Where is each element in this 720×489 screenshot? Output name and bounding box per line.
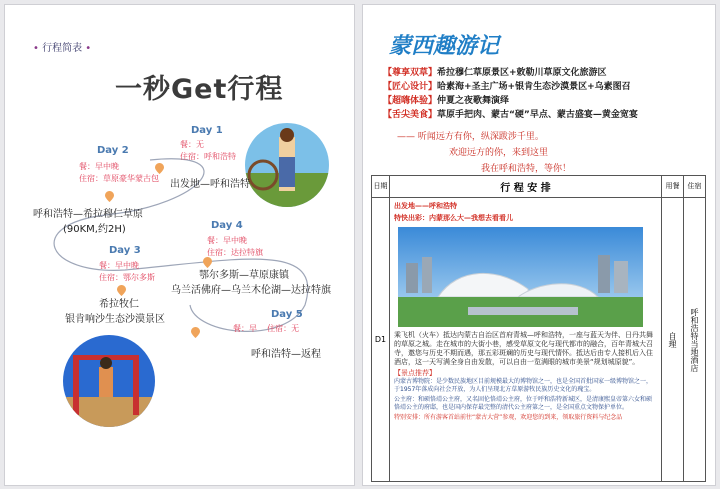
feature-text: 希拉穆仁草原景区+敕勒川草原文化旅游区 bbox=[437, 68, 607, 78]
feature-text: 哈素海+圣主广场+银肯生态沙漠景区+乌素图召 bbox=[437, 82, 631, 92]
day-4-place bbox=[171, 268, 331, 298]
poem-line-2: 欢迎远方的你，来到这里 bbox=[449, 148, 549, 158]
header-meals: 用餐 bbox=[662, 176, 684, 198]
row-lodging: 呼和浩特当地酒店 bbox=[684, 198, 706, 482]
day-5-label: Day 5 bbox=[271, 309, 303, 320]
feature-text: 草原手把肉、蒙古“硬”早点、蒙古盛宴—黄金宽宴 bbox=[437, 110, 638, 120]
day-1-meals bbox=[180, 139, 236, 163]
feature-tag: 【舌尖美食】 bbox=[383, 110, 438, 120]
day-4-lodging-text: 住宿：达拉特旗 bbox=[207, 248, 263, 257]
day-5-meals bbox=[233, 323, 299, 335]
city-photo bbox=[398, 227, 643, 327]
spot-2: 公主府：和硕恪靖公主府，又名固伦恪靖公主府，位于呼和浩特新城区，是清康熙皇帝第六女和硕恪靖公主的府邸，也是国内保存最完整的清代公主府第之一，是全国重点文物保护单位。 bbox=[394, 396, 653, 411]
day-4-label: Day 4 bbox=[211, 220, 243, 231]
special-tip: 特别安排：所有游客首站前往“蒙古大营”参观，欢迎您的到来，领取旅行资料与纪念品 bbox=[394, 414, 623, 421]
header-date: 日期 bbox=[372, 176, 390, 198]
day-2-meals-text: 餐：早中晚 bbox=[79, 162, 119, 171]
feature-tag: 【尊享双草】 bbox=[383, 68, 438, 78]
day-description: 乘飞机（火车）抵达内蒙古自治区首府青城—呼和浩特，一座与蓝天为伴、日丹共舞的草原之城。走在城市的大街小巷，感受草原文化与现代都市的融合，百年青城大召寺，邀您与历史不期而遇，那五彩斑斓的历史与现代情怀。抵达后由专人接机后入住酒店，这一天写满全身自由发散，可以自由一览满眼的城市美景“规划城原貌”。 bbox=[394, 331, 653, 366]
day-4-place-line-1: 鄂尔多斯—草原康镇 bbox=[199, 270, 289, 281]
day-5-place: 呼和浩特—返程 bbox=[251, 349, 321, 360]
header-lodging: 住宿 bbox=[684, 176, 706, 198]
location-pin-icon bbox=[191, 327, 200, 338]
location-pin-icon bbox=[105, 191, 114, 202]
day-4-meals-text: 餐：早中晚 bbox=[207, 236, 247, 245]
day-1-meals-text: 餐：无 bbox=[180, 140, 204, 149]
page-title: 一秒Get行程 bbox=[115, 74, 284, 105]
photo-girl-cart bbox=[245, 123, 329, 207]
header-label-text: 行程简表 bbox=[42, 43, 83, 54]
poem-line-3: 我在呼和浩特，等你！ bbox=[481, 164, 572, 174]
day-2-place-text: 呼和浩特—希拉穆仁草原 bbox=[33, 209, 143, 220]
bullet-icon: • bbox=[33, 43, 39, 54]
day-1-label: Day 1 bbox=[191, 125, 223, 136]
feature-tag: 【超嗨体验】 bbox=[383, 96, 438, 106]
day-3-label: Day 3 bbox=[109, 245, 141, 256]
feature-line-4 bbox=[383, 107, 638, 120]
day-2-distance: (90KM,约2H) bbox=[63, 224, 126, 235]
day-3-place-line-2: 银肯响沙生态沙漠景区 bbox=[65, 314, 165, 325]
day-5-meals-text: 餐：早 bbox=[233, 324, 257, 333]
bullet-icon: • bbox=[85, 43, 92, 54]
location-pin-icon bbox=[203, 257, 212, 268]
day-2-label: Day 2 bbox=[97, 145, 129, 156]
day-2-place bbox=[33, 207, 143, 237]
page-title: 蒙西趣游记 bbox=[389, 34, 500, 59]
section-label: 【景点推荐】 bbox=[394, 369, 436, 377]
feature-line-2 bbox=[383, 79, 631, 92]
feature-text: 仲夏之夜歌舞演绎 bbox=[437, 96, 510, 106]
left-page bbox=[4, 4, 355, 486]
poem-line-1: —— 听闻远方有你，纵深跋涉千里。 bbox=[397, 132, 544, 142]
day-3-place-line-1: 希拉牧仁 bbox=[99, 299, 139, 310]
spot-1: 内蒙古博物院：是少数民族地区目前规模最大的博物馆之一，也是全国首批国家一级博物馆之一，于1957年落成向社会开放，为人们呈现北方草原游牧民族历史文化的瑰宝。 bbox=[394, 378, 653, 393]
day-title: 出发地——呼和浩特 bbox=[394, 202, 457, 210]
day-5-lodging-text: 住宿：无 bbox=[267, 324, 300, 333]
day-feature: 特快出彩：内蒙那么大—我想去看看儿 bbox=[394, 214, 513, 222]
table-row bbox=[372, 198, 706, 482]
row-date: D1 bbox=[372, 198, 390, 482]
feature-line-1 bbox=[383, 65, 607, 78]
header-itinerary: 行 程 安 排 bbox=[390, 176, 662, 198]
day-4-meals bbox=[207, 235, 263, 259]
schedule-table bbox=[371, 175, 706, 482]
day-2-lodging-text: 住宿：草原豪华蒙古包 bbox=[79, 174, 159, 183]
day-4-place-line-2: 乌兰活佛府—乌兰木伦湖—达拉特旗 bbox=[171, 285, 331, 296]
feature-tag: 【匠心设计】 bbox=[383, 82, 438, 92]
day-3-meals bbox=[99, 260, 155, 284]
route-curve bbox=[5, 5, 355, 486]
day-3-lodging-text: 住宿：鄂尔多斯 bbox=[99, 273, 155, 282]
day-2-meals bbox=[79, 161, 159, 185]
day-1-lodging-text: 住宿：呼和浩特 bbox=[180, 152, 236, 161]
day-1-place: 出发地—呼和浩特 bbox=[170, 179, 250, 190]
row-meals: 自理 bbox=[662, 198, 684, 482]
day-3-meals-text: 餐：早中晚 bbox=[99, 261, 139, 270]
row-itinerary bbox=[390, 198, 662, 482]
photo-girl-swing bbox=[63, 335, 155, 427]
table-header-row bbox=[372, 176, 706, 198]
location-pin-icon bbox=[117, 285, 126, 296]
feature-line-3 bbox=[383, 93, 509, 106]
day-3-place bbox=[65, 297, 165, 327]
right-page bbox=[362, 4, 716, 486]
